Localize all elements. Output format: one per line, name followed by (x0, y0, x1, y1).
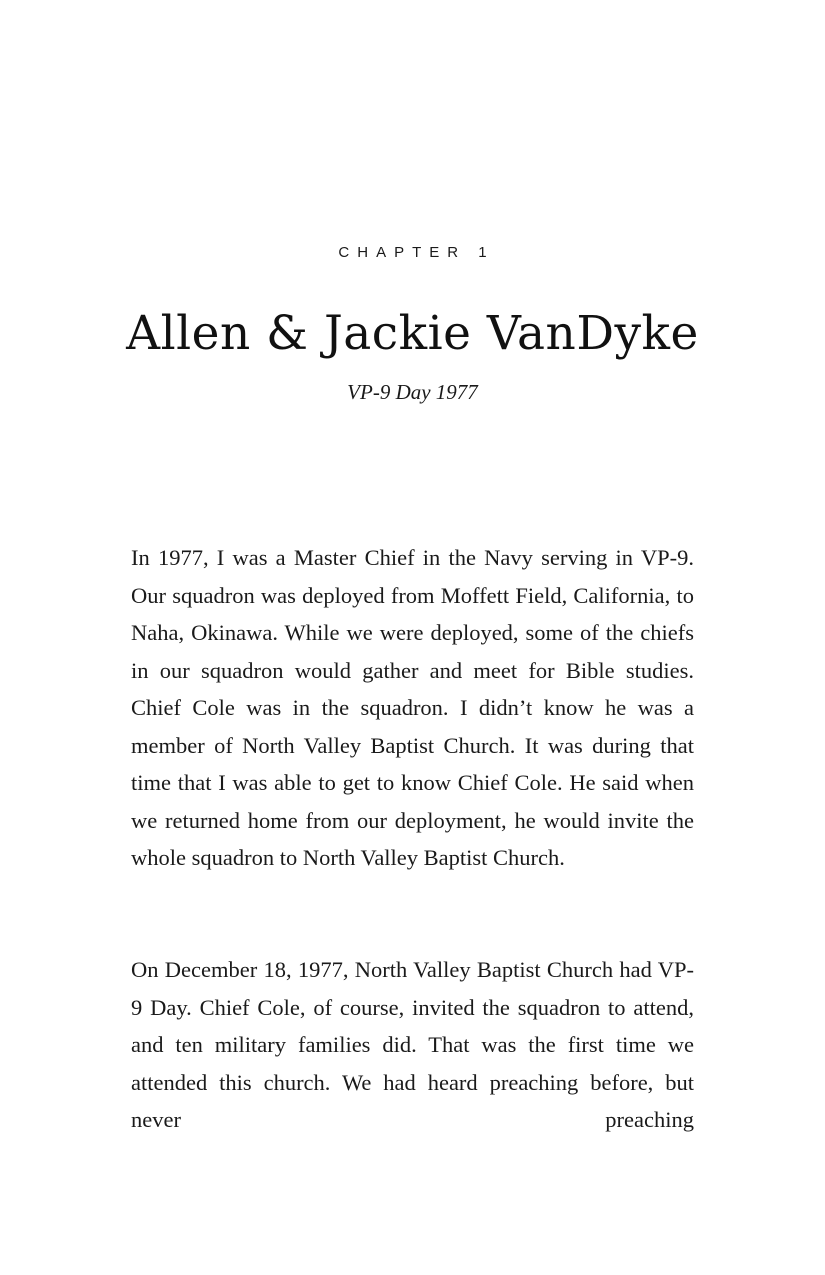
chapter-title: Allen & Jackie VanDyke (126, 306, 699, 361)
chapter-label: CHAPTER 1 (338, 244, 495, 261)
chapter-subtitle: VP-9 Day 1977 (347, 380, 478, 404)
body-paragraph: On December 18, 1977, North Valley Baptist Church had VP-9 Day. Chief Cole, of course, invited the squadron to attend, and ten military families did. That was the first time we attended this church. We had heard preaching before, but never preaching (131, 957, 694, 1132)
body-paragraph: In 1977, I was a Master Chief in the Navy serving in VP-9. Our squadron was deployed from Moffett Field, California, to Naha, Okinawa. While we were deployed, some of the chiefs in our squadron would gather and meet for Bible studies. Chief Cole was in the squadron. I didn’t know he was a member of North Valley Baptist Church. It was during that time that I was able to get to know Chief Cole. He said when we returned home from our deployment, he would invite the whole squadron to North Valley Baptist Church. (131, 545, 694, 870)
